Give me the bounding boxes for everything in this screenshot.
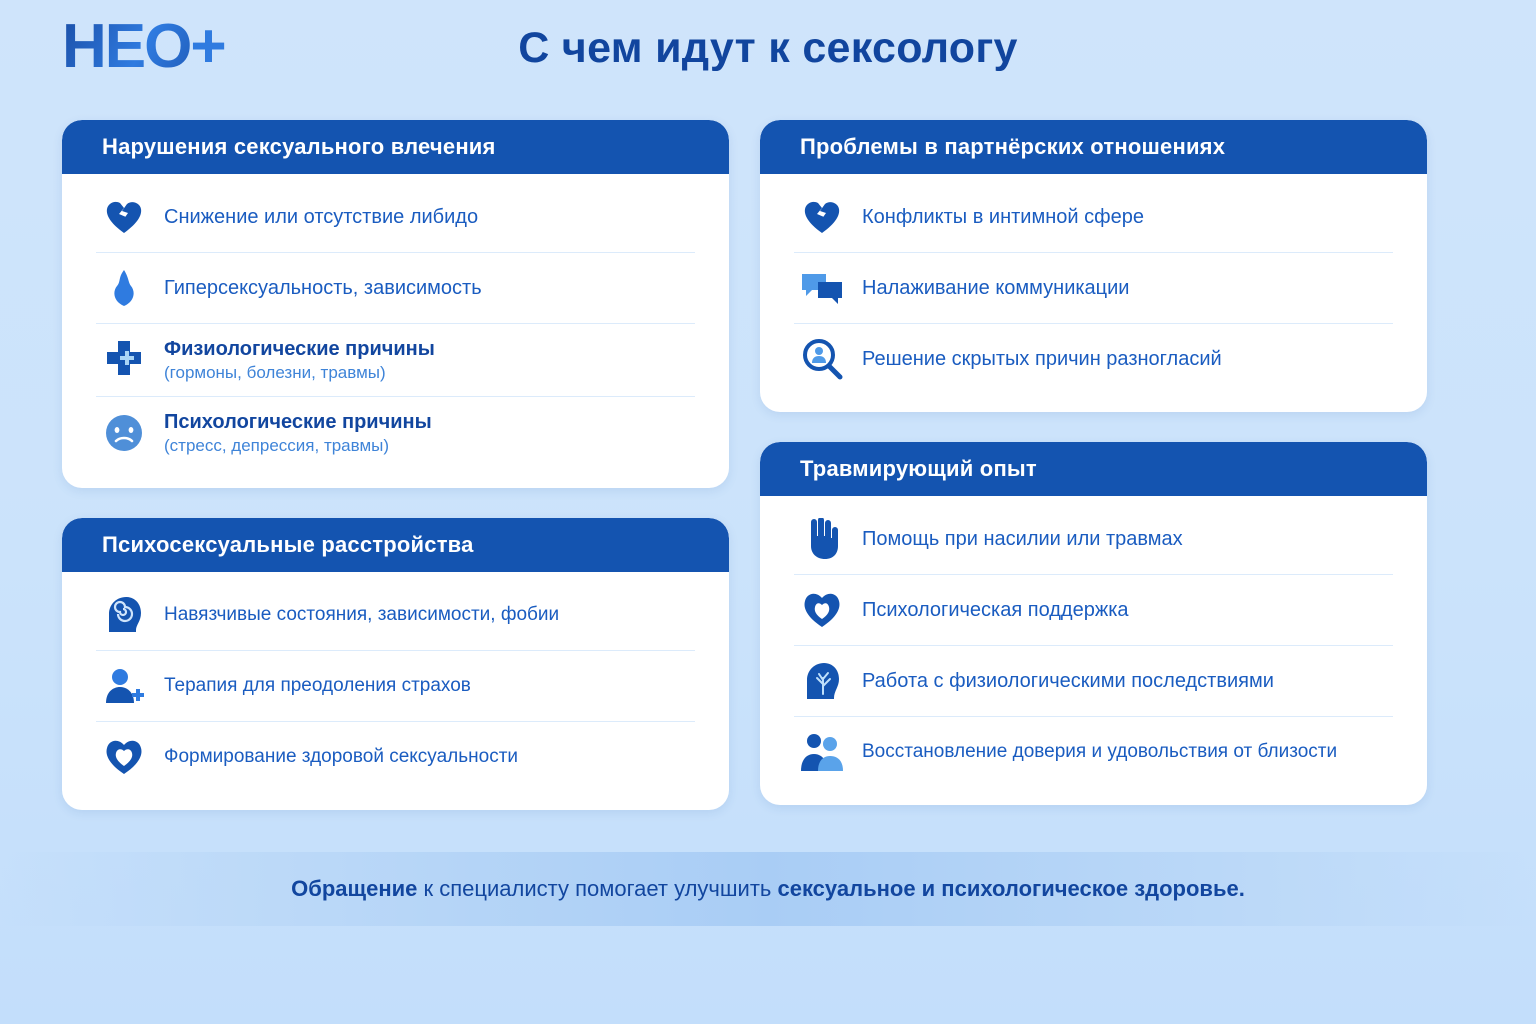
chat-bubbles-icon [798,266,846,310]
list-item[interactable] [96,324,695,397]
broken-heart-icon [100,195,148,239]
list-item[interactable] [794,504,1393,575]
card-title: Проблемы в партнёрских отношениях [760,120,1427,174]
magnifier-person-icon [798,337,846,381]
list-item-label: Терапия для преодоления страхов [164,674,471,696]
card-body [760,174,1427,412]
list-item-label [164,410,432,456]
list-item-subtitle: (стресс, депрессия, травмы) [164,436,390,456]
list-item-label: Восстановление доверия и удовольствия от близости [862,741,1338,763]
list-item[interactable] [794,253,1393,324]
list-item-label: Помощь при насилии или травмах [862,527,1183,550]
head-spiral-icon [100,593,148,637]
list-item-label: Решение скрытых причин разногласий [862,347,1222,370]
card-partner-relationship-problems [760,120,1427,412]
footer-text [291,876,1245,902]
list-item[interactable] [96,253,695,324]
medical-cross-icon [100,338,148,382]
list-item-label: Налаживание коммуникации [862,276,1130,299]
list-item[interactable] [96,182,695,253]
stop-hand-icon [798,517,846,561]
list-item[interactable] [794,575,1393,646]
card-body [760,496,1427,805]
heart-hand-icon [798,588,846,632]
list-item[interactable] [96,651,695,722]
footer-plain-1: к специалисту помогает улучшить [417,876,778,901]
list-item[interactable] [794,182,1393,253]
card-title: Травмирующий опыт [760,442,1427,496]
head-tree-icon [798,659,846,703]
card-psychosexual-disorders [62,518,729,810]
card-body [62,174,729,488]
list-item[interactable] [794,646,1393,717]
list-item-label: Конфликты в интимной сфере [862,205,1144,228]
list-item-label: Работа с физиологическими последствиями [862,669,1274,692]
header [0,0,1536,108]
flame-icon [100,266,148,310]
sad-face-icon [100,411,148,455]
list-item[interactable] [794,717,1393,787]
list-item-title: Физиологические причины [164,338,435,360]
list-item[interactable] [96,580,695,651]
list-item-subtitle: (гормоны, болезни, травмы) [164,363,386,382]
person-plus-icon [100,664,148,708]
couple-hug-icon [798,730,846,774]
card-sexual-desire-disorders [62,120,729,488]
logo-plus-icon: + [190,12,225,81]
card-traumatic-experience [760,442,1427,805]
heart-shield-icon [100,735,148,779]
list-item-label: Навязчивые состояния, зависимости, фобии [164,603,560,625]
footer-strong-1: Обращение [291,876,418,901]
list-item-label: Психологическая поддержка [862,598,1129,621]
footer-strong-2: сексуальное и психологическое здоровье. [777,876,1245,901]
logo-text: НЕО [62,12,191,81]
card-body [62,572,729,810]
card-title: Нарушения сексуального влечения [62,120,729,174]
list-item-label: Гиперсексуальность, зависимость [164,276,482,299]
right-column [760,120,1427,835]
list-item-label: Снижение или отсутствие либидо [164,205,479,228]
broken-heart-icon [798,195,846,239]
left-column [62,120,729,840]
list-item[interactable] [794,324,1393,394]
page-title: С чем идут к сексологу [518,24,1018,72]
list-item[interactable] [96,722,695,792]
list-item-label: Формирование здоровой сексуальности [164,745,519,767]
card-title: Психосексуальные расстройства [62,518,729,572]
footer-banner [0,852,1536,926]
list-item-title: Психологические причины [164,411,432,434]
list-item[interactable] [96,397,695,469]
list-item-label [164,337,435,383]
